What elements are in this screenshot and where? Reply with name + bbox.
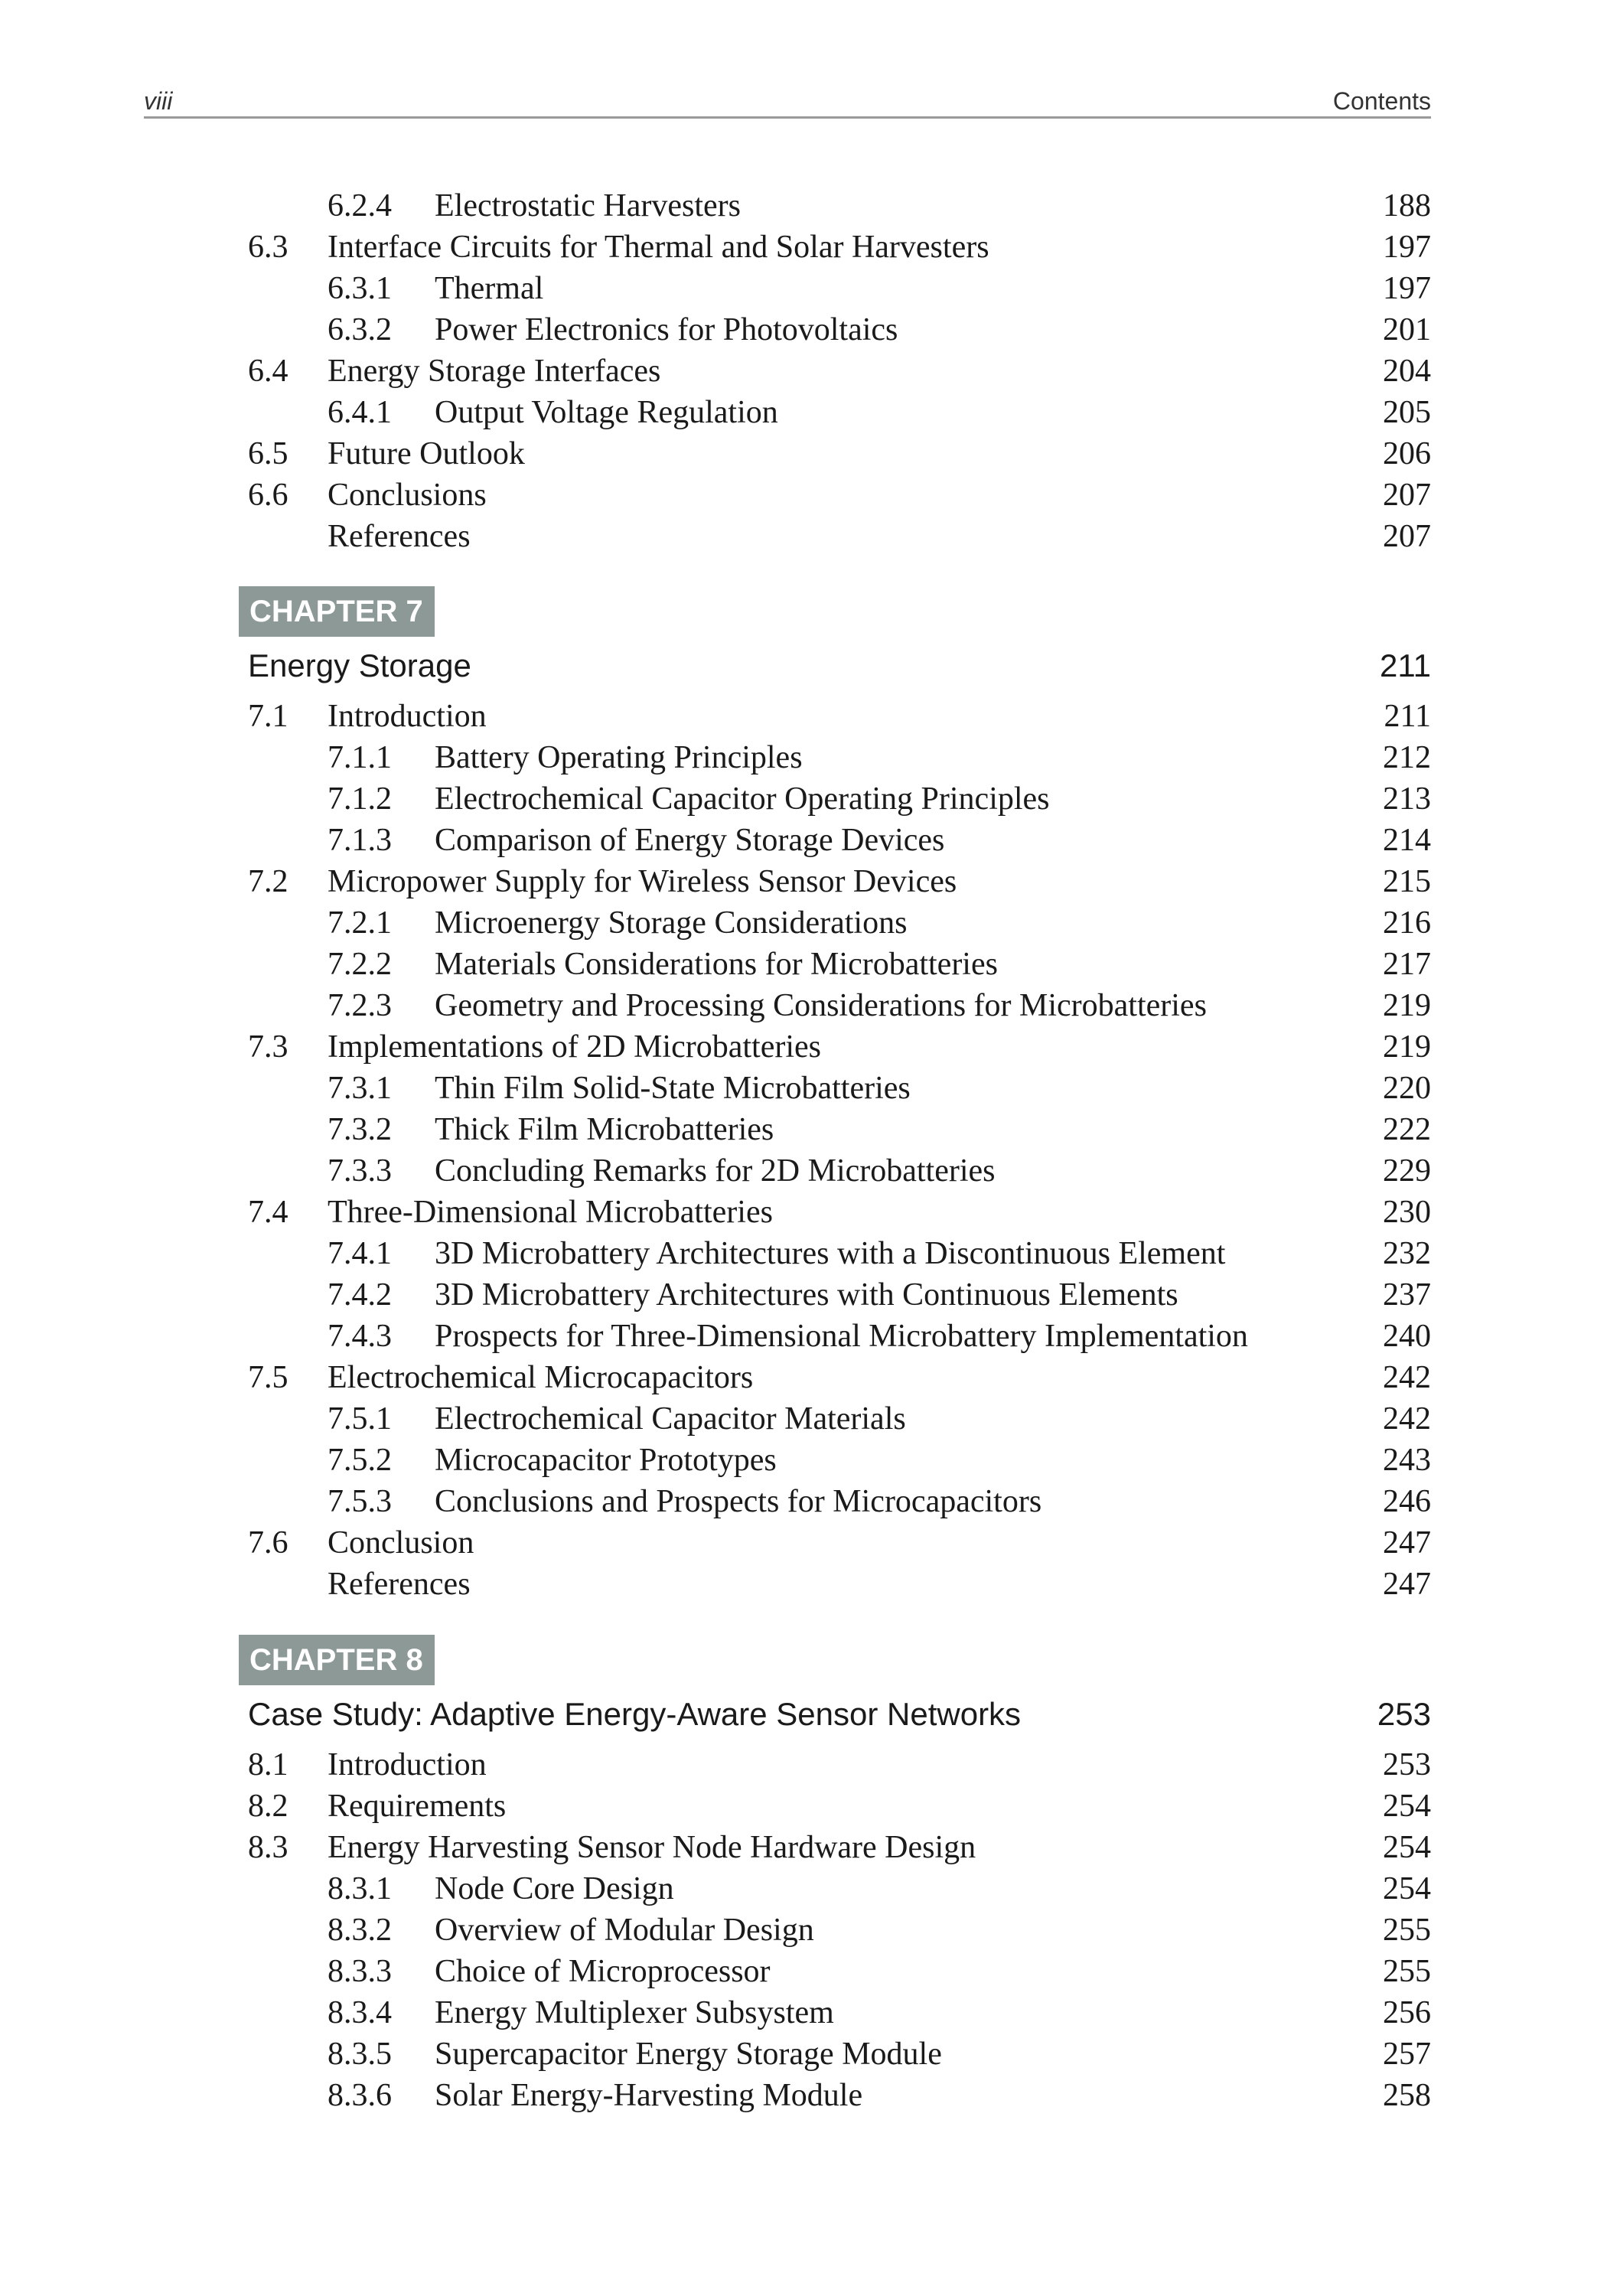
toc-entry[interactable]	[0, 696, 1607, 737]
toc-entry-number: 7.4.3	[328, 1319, 392, 1354]
toc-entry-page: 201	[1383, 312, 1431, 347]
toc-entry-title: Comparison of Energy Storage Devices	[435, 823, 945, 858]
toc-entry-page: 188	[1383, 188, 1431, 223]
toc-entry-number: 6.3.1	[328, 271, 392, 306]
toc-entry-title: Overview of Modular Design	[435, 1913, 814, 1948]
toc-entry-number: 7.5	[248, 1360, 288, 1395]
toc-entry[interactable]	[0, 309, 1607, 351]
toc-entry-title: Prospects for Three-Dimensional Microbattery Implementation	[435, 1319, 1248, 1354]
toc-entry-number: 7.4.2	[328, 1277, 392, 1313]
toc-entry-number: 7.3	[248, 1029, 288, 1065]
toc-entry-number: 7.2.3	[328, 988, 392, 1023]
toc-entry-page: 232	[1383, 1236, 1431, 1271]
toc-entry[interactable]	[0, 778, 1607, 820]
toc-entry-page: 217	[1383, 947, 1431, 982]
toc-entry-title: Conclusion	[328, 1525, 474, 1561]
toc-entry-number: 7.5.3	[328, 1484, 392, 1519]
toc-entry-page: 254	[1383, 1871, 1431, 1906]
toc-entry-number: 7.1.2	[328, 781, 392, 817]
toc-entry-title: References	[328, 519, 471, 554]
toc-entry-title: Implementations of 2D Microbatteries	[328, 1029, 821, 1065]
toc-entry-page: 219	[1383, 988, 1431, 1023]
toc-entry[interactable]	[0, 392, 1607, 433]
toc-entry-page: 216	[1383, 905, 1431, 941]
toc-entry-page: 207	[1383, 478, 1431, 513]
toc-entry[interactable]	[0, 1192, 1607, 1233]
toc-entry-number: 8.3.3	[328, 1954, 392, 1989]
toc-entry-page: 197	[1383, 271, 1431, 306]
chapter-8-title: Case Study: Adaptive Energy-Aware Sensor Networks	[248, 1696, 1022, 1732]
toc-entry-number: 7.2.2	[328, 947, 392, 982]
toc-entry-title: Battery Operating Principles	[435, 740, 803, 775]
toc-entry[interactable]	[0, 1316, 1607, 1357]
toc-entry-page: 247	[1383, 1567, 1431, 1602]
toc-entry-page: 230	[1383, 1195, 1431, 1230]
toc-entry-title: Node Core Design	[435, 1871, 674, 1906]
chapter-8-entries	[0, 1744, 1607, 2116]
toc-entry-page: 258	[1383, 2078, 1431, 2113]
continued-entries	[0, 185, 1607, 557]
toc-entry-title: Electrochemical Capacitor Materials	[435, 1401, 906, 1437]
toc-entry-number: 8.2	[248, 1789, 288, 1824]
toc-entry-page: 206	[1383, 436, 1431, 471]
toc-entry[interactable]	[0, 185, 1607, 227]
toc-entry-number: 7.1.3	[328, 823, 392, 858]
toc-entry[interactable]	[0, 2075, 1607, 2116]
toc-entry-page: 242	[1383, 1401, 1431, 1437]
toc-entry-title: 3D Microbattery Architectures with a Discontinuous Element	[435, 1236, 1226, 1271]
toc-entry-number: 8.3.2	[328, 1913, 392, 1948]
toc-entry-page: 219	[1383, 1029, 1431, 1065]
toc-entry-number: 6.5	[248, 436, 288, 471]
toc-entry-page: 247	[1383, 1525, 1431, 1561]
toc-entry-title: Materials Considerations for Microbatteries	[435, 947, 998, 982]
toc-entry-title: Choice of Microprocessor	[435, 1954, 771, 1989]
toc-entry-page: 255	[1383, 1954, 1431, 1989]
toc-entry-page: 214	[1383, 823, 1431, 858]
toc-entry-number: 8.3.5	[328, 2037, 392, 2072]
toc-entry-page: 211	[1384, 699, 1431, 734]
toc-entry-number: 7.3.1	[328, 1071, 392, 1106]
toc-entry-title: Future Outlook	[328, 436, 525, 471]
toc-entry[interactable]	[0, 351, 1607, 392]
toc-entry-number: 7.3.2	[328, 1112, 392, 1147]
toc-entry[interactable]	[0, 1827, 1607, 1868]
toc-entry-title: Interface Circuits for Thermal and Solar Harvesters	[328, 230, 989, 265]
toc-entry-number: 8.1	[248, 1747, 288, 1782]
toc-entry-number: 6.2.4	[328, 188, 392, 223]
toc-entry-page: 222	[1383, 1112, 1431, 1147]
toc-entry[interactable]	[0, 516, 1607, 557]
toc-entry-title: Power Electronics for Photovoltaics	[435, 312, 898, 347]
toc-entry[interactable]	[0, 1744, 1607, 1786]
toc-entry-page: 220	[1383, 1071, 1431, 1106]
toc-entry[interactable]	[0, 1440, 1607, 1481]
toc-entry-page: 237	[1383, 1277, 1431, 1313]
toc-entry-number: 7.1.1	[328, 740, 392, 775]
toc-entry-page: 229	[1383, 1153, 1431, 1189]
chapter-8-tag: CHAPTER 8	[239, 1635, 435, 1685]
toc-entry-page: 213	[1383, 781, 1431, 817]
toc-entry-number: 7.4	[248, 1195, 288, 1230]
toc-entry-page: 243	[1383, 1443, 1431, 1478]
toc-entry-number: 8.3	[248, 1830, 288, 1865]
toc-entry[interactable]	[0, 268, 1607, 309]
toc-entry-title: Three-Dimensional Microbatteries	[328, 1195, 773, 1230]
toc-entry[interactable]	[0, 737, 1607, 778]
toc-entry[interactable]	[0, 1910, 1607, 1951]
page-folio: viii	[144, 87, 173, 115]
toc-entry-page: 254	[1383, 1830, 1431, 1865]
toc-entry-title: Introduction	[328, 699, 487, 734]
toc-entry-number: 6.3.2	[328, 312, 392, 347]
toc-entry-number: 6.6	[248, 478, 288, 513]
chapter-7-tag: CHAPTER 7	[239, 586, 435, 637]
toc-entry-title: Micropower Supply for Wireless Sensor Devices	[328, 864, 957, 899]
toc-entry-title: References	[328, 1567, 471, 1602]
toc-entry[interactable]	[0, 1522, 1607, 1564]
toc-entry[interactable]	[0, 433, 1607, 475]
toc-entry[interactable]	[0, 1992, 1607, 2033]
chapter-7-title: Energy Storage	[248, 647, 471, 683]
toc-entry-title: Electrostatic Harvesters	[435, 188, 741, 223]
toc-entry[interactable]	[0, 2033, 1607, 2075]
toc-entry-number: 7.5.2	[328, 1443, 392, 1478]
toc-entry-page: 254	[1383, 1789, 1431, 1824]
toc-entry-number: 8.3.1	[328, 1871, 392, 1906]
toc-entry-page: 257	[1383, 2037, 1431, 2072]
toc-entry-title: Microenergy Storage Considerations	[435, 905, 908, 941]
toc-entry[interactable]	[0, 1150, 1607, 1192]
toc-entry-title: Introduction	[328, 1747, 487, 1782]
toc-entry[interactable]	[0, 1109, 1607, 1150]
toc-entry-title: Concluding Remarks for 2D Microbatteries	[435, 1153, 996, 1189]
toc-entry-page: 255	[1383, 1913, 1431, 1948]
toc-entry-number: 8.3.6	[328, 2078, 392, 2113]
toc-entry-title: Solar Energy-Harvesting Module	[435, 2078, 863, 2113]
chapter-8-page: 253	[1377, 1696, 1431, 1732]
toc-entry[interactable]	[0, 475, 1607, 516]
toc-entry-page: 246	[1383, 1484, 1431, 1519]
chapter-7-page: 211	[1380, 647, 1431, 683]
toc-entry-page: 253	[1383, 1747, 1431, 1782]
toc-entry[interactable]	[0, 820, 1607, 861]
toc-entry-title: 3D Microbattery Architectures with Continuous Elements	[435, 1277, 1178, 1313]
toc-entry-page: 205	[1383, 395, 1431, 430]
toc-entry-title: Thermal	[435, 271, 544, 306]
toc-entry[interactable]	[0, 1481, 1607, 1522]
toc-entry-number: 6.3	[248, 230, 288, 265]
toc-entry[interactable]	[0, 1233, 1607, 1274]
toc-entry-title: Energy Harvesting Sensor Node Hardware Design	[328, 1830, 976, 1865]
chapter-7-title-row[interactable]	[248, 644, 1431, 687]
toc-entry-number: 7.2	[248, 864, 288, 899]
toc-entry-title: Conclusions and Prospects for Microcapacitors	[435, 1484, 1042, 1519]
toc-entry-title: Energy Multiplexer Subsystem	[435, 1995, 834, 2030]
toc-entry-title: Output Voltage Regulation	[435, 395, 778, 430]
toc-entry-title: Thick Film Microbatteries	[435, 1112, 774, 1147]
toc-entry-title: Requirements	[328, 1789, 507, 1824]
toc-entry-page: 204	[1383, 354, 1431, 389]
toc-entry-number: 7.2.1	[328, 905, 392, 941]
toc-entry[interactable]	[0, 985, 1607, 1026]
toc-entry[interactable]	[0, 1564, 1607, 1605]
toc-entry-title: Conclusions	[328, 478, 487, 513]
toc-entry-page: 256	[1383, 1995, 1431, 2030]
toc-entry-title: Geometry and Processing Considerations for Microbatteries	[435, 988, 1207, 1023]
toc-entry-title: Electrochemical Microcapacitors	[328, 1360, 754, 1395]
running-title: Contents	[1332, 87, 1431, 115]
toc-entry[interactable]	[0, 1274, 1607, 1316]
toc-entry-page: 240	[1383, 1319, 1431, 1354]
toc-entry[interactable]	[0, 861, 1607, 902]
toc-entry-page: 207	[1383, 519, 1431, 554]
toc-entry-page: 197	[1383, 230, 1431, 265]
toc-entry-number: 7.4.1	[328, 1236, 392, 1271]
chapter-7-entries	[0, 696, 1607, 1605]
page-header	[144, 86, 1431, 119]
toc-entry[interactable]	[0, 1357, 1607, 1398]
toc-entry-title: Microcapacitor Prototypes	[435, 1443, 777, 1478]
toc-entry-page: 215	[1383, 864, 1431, 899]
toc-entry[interactable]	[0, 1951, 1607, 1992]
toc-entry-title: Supercapacitor Energy Storage Module	[435, 2037, 942, 2072]
toc-entry-number: 8.3.4	[328, 1995, 392, 2030]
toc-entry[interactable]	[0, 1068, 1607, 1109]
toc-entry-number: 7.5.1	[328, 1401, 392, 1437]
toc-entry[interactable]	[0, 1868, 1607, 1910]
chapter-8-title-row[interactable]	[248, 1693, 1431, 1736]
toc-entry-number: 7.3.3	[328, 1153, 392, 1189]
toc-entry[interactable]	[0, 227, 1607, 268]
toc-entry-number: 7.6	[248, 1525, 288, 1561]
toc-entry-number: 7.1	[248, 699, 288, 734]
toc-entry[interactable]	[0, 902, 1607, 944]
toc-entry-page: 212	[1383, 740, 1431, 775]
toc-entry[interactable]	[0, 1026, 1607, 1068]
toc-entry-title: Thin Film Solid-State Microbatteries	[435, 1071, 911, 1106]
toc-entry[interactable]	[0, 944, 1607, 985]
toc-entry[interactable]	[0, 1786, 1607, 1827]
toc-entry-page: 242	[1383, 1360, 1431, 1395]
toc-entry-number: 6.4.1	[328, 395, 392, 430]
toc-entry-number: 6.4	[248, 354, 288, 389]
toc-entry-title: Energy Storage Interfaces	[328, 354, 661, 389]
toc-entry[interactable]	[0, 1398, 1607, 1440]
toc-entry-title: Electrochemical Capacitor Operating Principles	[435, 781, 1050, 817]
